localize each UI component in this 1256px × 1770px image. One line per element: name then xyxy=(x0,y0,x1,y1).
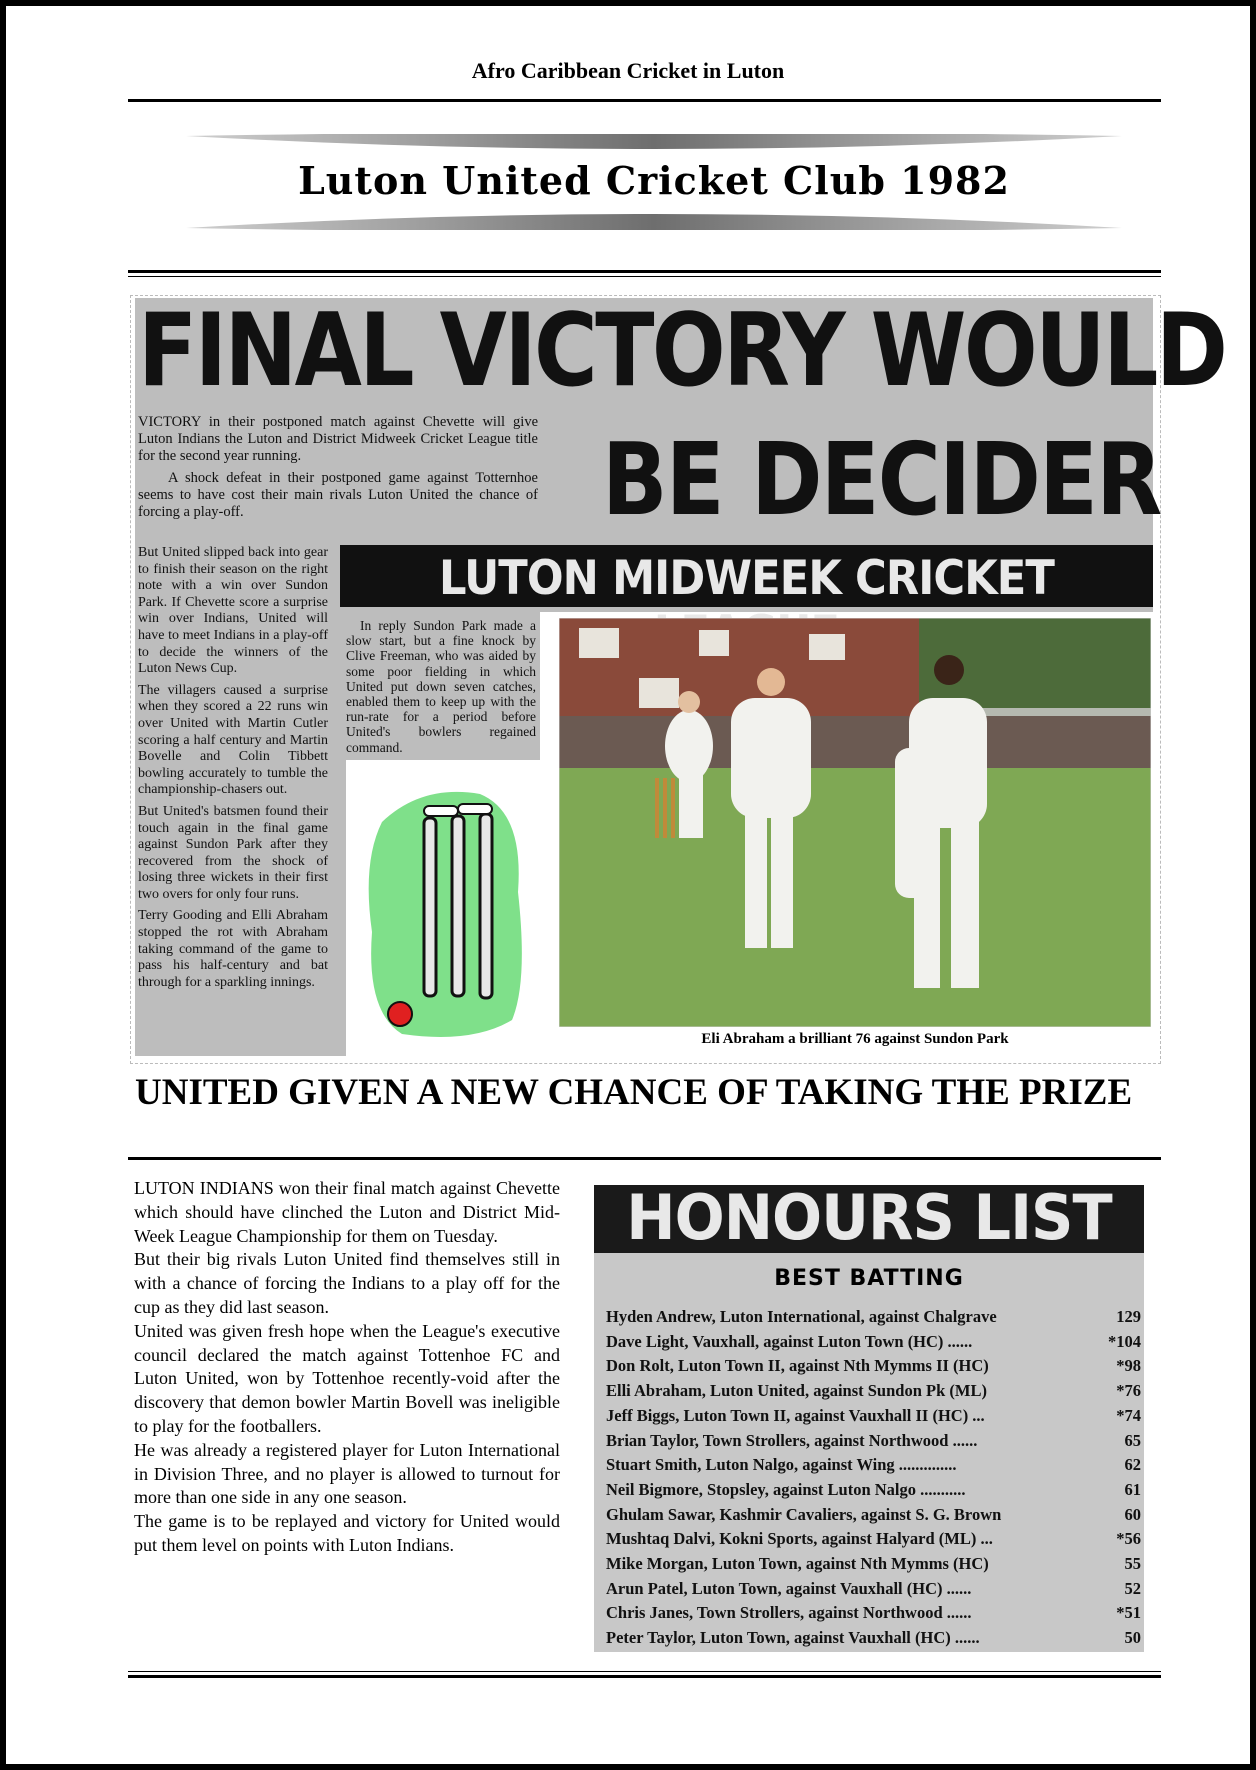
honours-entry: Stuart Smith, Luton Nalgo, against Wing .............. xyxy=(606,1455,957,1475)
honours-row xyxy=(606,1455,1141,1475)
honours-score: 129 xyxy=(1116,1307,1141,1326)
clipping-intro xyxy=(138,414,538,526)
honours-score: 61 xyxy=(1124,1479,1141,1499)
honours-row xyxy=(606,1381,1141,1401)
honours-row xyxy=(606,1628,1141,1648)
honours-row xyxy=(606,1505,1141,1525)
honours-row xyxy=(606,1603,1141,1623)
clipping-headline-1: FINAL VICTORY WOULD xyxy=(138,291,1226,409)
article-headline: UNITED GIVEN A NEW CHANCE OF TAKING THE PRIZE xyxy=(135,1072,1133,1113)
honours-score: *98 xyxy=(1116,1356,1141,1376)
honours-entry: Brian Taylor, Town Strollers, against Northwood ...... xyxy=(606,1430,978,1450)
section-rule-top-2 xyxy=(128,276,1161,277)
banner-title: Luton United Cricket Club 1982 xyxy=(298,158,1010,203)
footer-rule-1 xyxy=(128,1671,1161,1672)
article-p3: United was given fresh hope when the League's executive council declared the match against Tottenhoe FC and Luton United, won by Tottenhoe recently-void after the discovery that demon bowler Martin Bovell was ineligible to play for the footballers. xyxy=(134,1320,560,1436)
honours-entry: Jeff Biggs, Luton Town II, against Vauxhall II (HC) ... xyxy=(606,1405,985,1425)
section-rule-top-1 xyxy=(128,270,1161,273)
honours-score: *104 xyxy=(1108,1331,1141,1351)
honours-entry: Chris Janes, Town Strollers, against Northwood ...... xyxy=(606,1603,972,1623)
article-p2: But their big rivals Luton United find themselves still in with a chance of forcing the Indians to a play off for the cup as they did last season. xyxy=(134,1249,560,1317)
honours-entry: Dave Light, Vauxhall, against Luton Town (HC) ...... xyxy=(606,1331,973,1351)
honours-score: 50 xyxy=(1124,1628,1141,1648)
honours-entry: Elli Abraham, Luton United, against Sundon Pk (ML) xyxy=(606,1381,987,1401)
clipping-col1-p1: But United slipped back into gear to finish their season on the right note with a win over Sundon Park. If Chevette score a surprise win over Indians, United will have to meet Indians in a play-off to decide the winners of the Luton News Cup. xyxy=(138,545,328,677)
clipping-column-1 xyxy=(138,545,328,996)
honours-entry: Peter Taylor, Luton Town, against Vauxhall (HC) ...... xyxy=(606,1628,980,1648)
article-p5: The game is to be replayed and victory for United would put them level on points with Luton Indians. xyxy=(134,1511,560,1555)
clipping-intro-p1: VICTORY in their postponed match against Chevette will give Luton Indians the Luton and District Midweek Cricket League title for the second year running. xyxy=(138,414,538,464)
honours-row xyxy=(606,1554,1141,1574)
honours-row xyxy=(606,1529,1141,1549)
honours-entry: Arun Patel, Luton Town, against Vauxhall (HC) ...... xyxy=(606,1578,972,1598)
honours-row xyxy=(606,1356,1141,1376)
honours-entry: Mike Morgan, Luton Town, against Nth Mymms (HC) xyxy=(606,1554,989,1573)
header-rule xyxy=(128,99,1161,102)
honours-row xyxy=(606,1480,1141,1500)
honours-row xyxy=(606,1307,1141,1327)
clipping-intro-p2: A shock defeat in their postponed game against Totternhoe seems to have cost their main rivals Luton United the chance of forcing a play-off. xyxy=(138,470,538,520)
clipping-col1-p2: The villagers caused a surprise when they scored a 22 runs win over United with Martin Cutler scoring a half century and Martin Bovelle and Colin Tibbett bowling accurately to tumble the championship-chasers out. xyxy=(138,682,328,798)
cricket-stumps-icon xyxy=(362,782,528,1040)
honours-score: *76 xyxy=(1116,1381,1141,1401)
article-p1: LUTON INDIANS won their final match against Chevette which should have clinched the Luton and District Mid-Week League Championship for them on Tuesday. xyxy=(134,1178,560,1246)
honours-score: *51 xyxy=(1116,1603,1141,1623)
honours-score: 62 xyxy=(1124,1455,1141,1475)
league-banner: LUTON MIDWEEK CRICKET xyxy=(438,551,1055,606)
honours-title: HONOURS LIST xyxy=(626,1181,1112,1254)
clipping-col2-p1: In reply Sundon Park made a slow start, but a fine knock by Clive Freeman, who was aided by some poor fielding in which United put down seven catches, enabled them to keep up with the run-rate for a period before United's bowlers regained command. xyxy=(346,618,536,755)
honours-entry: Don Rolt, Luton Town II, against Nth Mymms II (HC) xyxy=(606,1356,989,1376)
honours-entry: Hyden Andrew, Luton International, against Chalgrave xyxy=(606,1307,997,1326)
honours-row xyxy=(606,1431,1141,1451)
article-p4: He was already a registered player for Luton International in Division Three, and no player is allowed to turnout for more than one side in any one season. xyxy=(134,1439,560,1508)
honours-subtitle: BEST BATTING xyxy=(774,1266,964,1291)
clipping-col1-p3: But United's batsmen found their touch again in the final game against Sundon Park after they recovered from the shock of losing three wickets in their first two overs for only four runs. xyxy=(138,803,328,902)
honours-row xyxy=(606,1406,1141,1426)
honours-row xyxy=(606,1579,1141,1599)
clipping-col1-p4: Terry Gooding and Elli Abraham stopped the rot with Abraham taking command of the game to pass his half-century and bat through for a sparkling innings. xyxy=(138,908,328,990)
honours-row xyxy=(606,1332,1141,1352)
honours-entry: Neil Bigmore, Stopsley, against Luton Nalgo ........... xyxy=(606,1479,966,1499)
article-body xyxy=(134,1177,560,1558)
headline-rule xyxy=(128,1157,1161,1160)
honours-score: 52 xyxy=(1124,1578,1141,1598)
honours-score: *74 xyxy=(1116,1405,1141,1425)
clipping-headline-2: BE DECIDER xyxy=(602,421,1161,538)
honours-score: *56 xyxy=(1116,1529,1141,1549)
clipping-column-2 xyxy=(346,618,536,760)
footer-rule-2 xyxy=(128,1675,1161,1678)
honours-score: 60 xyxy=(1124,1504,1141,1524)
running-header: Afro Caribbean Cricket in Luton xyxy=(471,58,785,83)
match-photo xyxy=(559,618,1151,1027)
honours-score: 65 xyxy=(1124,1430,1141,1450)
honours-entry: Mushtaq Dalvi, Kokni Sports, against Halyard (ML) ... xyxy=(606,1529,993,1549)
honours-score: 55 xyxy=(1124,1554,1141,1573)
honours-entry: Ghulam Sawar, Kashmir Cavaliers, against S. G. Brown xyxy=(606,1504,1002,1524)
photo-caption: Eli Abraham a brilliant 76 against Sundon Park xyxy=(701,1031,1009,1047)
